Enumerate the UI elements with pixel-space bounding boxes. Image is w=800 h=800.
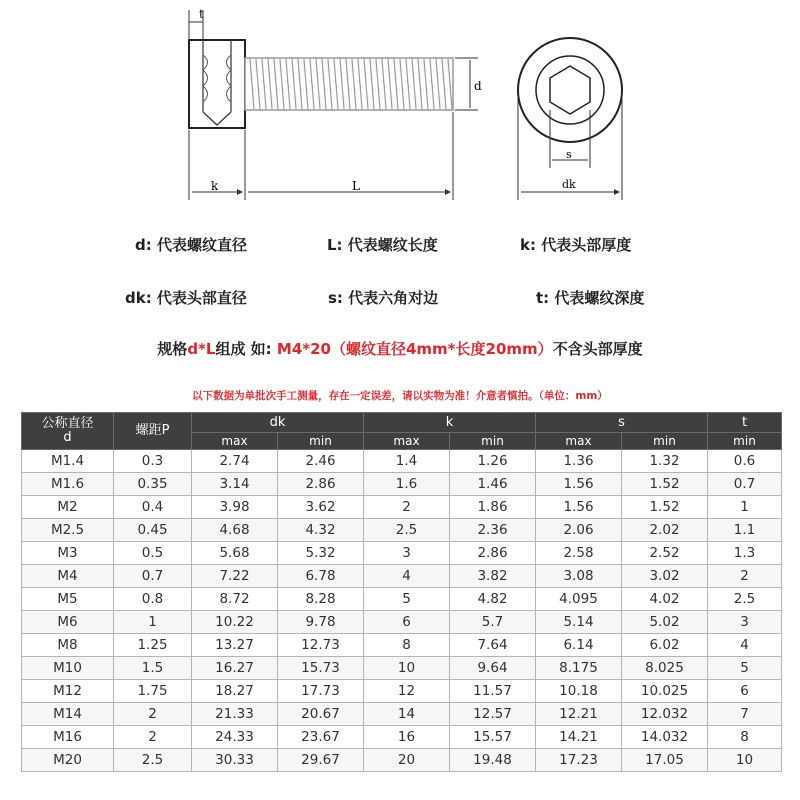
table-body (22, 450, 782, 772)
table-cell: 6.14 (536, 634, 622, 657)
table-cell: 7.64 (450, 634, 536, 657)
table-row (22, 496, 782, 519)
table-cell: 1.75 (114, 680, 192, 703)
table-cell: 1.36 (536, 450, 622, 473)
legend-t: t: 代表螺纹深度 (536, 289, 645, 307)
table-row (22, 749, 782, 772)
table-cell: 12 (364, 680, 450, 703)
table-cell: M8 (22, 634, 114, 657)
table-cell: 8 (708, 726, 782, 749)
header-k: k (364, 413, 536, 433)
table-row (22, 450, 782, 473)
table-cell: 5.02 (622, 611, 708, 634)
table-cell: 8.28 (278, 588, 364, 611)
table-cell: 2 (114, 726, 192, 749)
table-cell: 2.36 (450, 519, 536, 542)
label-t: t (199, 7, 204, 21)
table-cell: 1.5 (114, 657, 192, 680)
table-cell: 1.32 (622, 450, 708, 473)
table-cell: 2.02 (622, 519, 708, 542)
table-cell: 6.78 (278, 565, 364, 588)
table-cell: 0.3 (114, 450, 192, 473)
table-cell: 4.02 (622, 588, 708, 611)
table-cell: 12.57 (450, 703, 536, 726)
table-cell: 0.5 (114, 542, 192, 565)
table-cell: 3.82 (450, 565, 536, 588)
label-dk: dk (562, 178, 576, 191)
table-cell: 5.14 (536, 611, 622, 634)
table-cell: 1.56 (536, 496, 622, 519)
legend-s: s: 代表六角对边 (328, 289, 439, 307)
table-cell: 24.33 (192, 726, 278, 749)
screw-end-view (518, 38, 622, 142)
table-row (22, 542, 782, 565)
table-cell: 19.48 (450, 749, 536, 772)
measurement-note: 以下数据为单批次手工测量，存在一定误差，请以实物为准！介意者慎拍。（单位：mm） (192, 390, 608, 402)
table-cell: 6.02 (622, 634, 708, 657)
table-cell: 6 (364, 611, 450, 634)
table-row (22, 634, 782, 657)
table-row (22, 611, 782, 634)
table-cell: 1.4 (364, 450, 450, 473)
table-cell: 1.6 (364, 473, 450, 496)
table-cell: M4 (22, 565, 114, 588)
table-cell: 2.5 (364, 519, 450, 542)
header-s: s (536, 413, 708, 433)
table-cell: 5.68 (192, 542, 278, 565)
table-row (22, 680, 782, 703)
table-cell: 2.5 (708, 588, 782, 611)
table-cell: 4.82 (450, 588, 536, 611)
table-cell: 1.52 (622, 473, 708, 496)
table-cell: 3.14 (192, 473, 278, 496)
table-cell: M3 (22, 542, 114, 565)
table-cell: 2 (708, 565, 782, 588)
table-cell: 14.032 (622, 726, 708, 749)
table-cell: 0.8 (114, 588, 192, 611)
table-cell: 10.025 (622, 680, 708, 703)
table-cell: 15.57 (450, 726, 536, 749)
header-k-max: max (364, 433, 450, 450)
spec-middle: 组成 如: (215, 340, 277, 358)
table-cell: 5.7 (450, 611, 536, 634)
table-cell: 4.68 (192, 519, 278, 542)
legend-k: k: 代表头部厚度 (520, 236, 632, 254)
table-cell: M12 (22, 680, 114, 703)
table-cell: 1.3 (708, 542, 782, 565)
table-cell: 12.73 (278, 634, 364, 657)
legend-d: d: 代表螺纹直径 (135, 236, 247, 254)
table-cell: 18.27 (192, 680, 278, 703)
table-cell: 20 (364, 749, 450, 772)
table-cell: 0.45 (114, 519, 192, 542)
table-cell: 1.25 (114, 634, 192, 657)
legend-dk: dk: 代表头部直径 (125, 289, 247, 307)
table-cell: 4 (364, 565, 450, 588)
table-cell: 16 (364, 726, 450, 749)
table-cell: M2.5 (22, 519, 114, 542)
table-cell: 2.74 (192, 450, 278, 473)
table-cell: 6 (708, 680, 782, 703)
table-cell: 17.73 (278, 680, 364, 703)
header-nominal-diameter: 公称直径 d (22, 413, 114, 450)
header-k-min: min (450, 433, 536, 450)
table-cell: 1.26 (450, 450, 536, 473)
header-s-min: min (622, 433, 708, 450)
legend-L: L: 代表螺纹长度 (327, 236, 438, 254)
table-cell: 13.27 (192, 634, 278, 657)
table-cell: 14.21 (536, 726, 622, 749)
header-s-max: max (536, 433, 622, 450)
table-cell: 2 (364, 496, 450, 519)
screw-thread (245, 58, 453, 110)
table-cell: M2 (22, 496, 114, 519)
table-cell: 21.33 (192, 703, 278, 726)
table-cell: 4 (708, 634, 782, 657)
table-cell: 9.64 (450, 657, 536, 680)
table-row (22, 726, 782, 749)
table-cell: 1.86 (450, 496, 536, 519)
table-cell: 2.52 (622, 542, 708, 565)
table-cell: 23.67 (278, 726, 364, 749)
table-cell: 2.5 (114, 749, 192, 772)
table-cell: 0.7 (708, 473, 782, 496)
table-cell: 2.06 (536, 519, 622, 542)
header-dk-min: min (278, 433, 364, 450)
table-cell: 1.52 (622, 496, 708, 519)
spec-table (21, 412, 782, 772)
table-cell: 7.22 (192, 565, 278, 588)
label-L: L (352, 179, 360, 193)
spec-example: M4*20（螺纹直径4mm*长度20mm） (276, 340, 553, 358)
table-cell: M5 (22, 588, 114, 611)
table-header-top (22, 413, 782, 433)
table-cell: 5 (364, 588, 450, 611)
table-cell: 10.22 (192, 611, 278, 634)
table-cell: 15.73 (278, 657, 364, 680)
table-cell: 3.02 (622, 565, 708, 588)
table-cell: 8 (364, 634, 450, 657)
table-cell: M6 (22, 611, 114, 634)
table-row (22, 588, 782, 611)
label-d: d (474, 79, 482, 93)
table-cell: 20.67 (278, 703, 364, 726)
table-cell: 0.35 (114, 473, 192, 496)
label-s: s (566, 148, 572, 161)
table-cell: 2 (114, 703, 192, 726)
table-cell: 2.46 (278, 450, 364, 473)
table-cell: 12.21 (536, 703, 622, 726)
spec-dl: d*L (187, 340, 216, 358)
spec-line (0, 338, 800, 359)
table-cell: 16.27 (192, 657, 278, 680)
spec-prefix: 规格 (157, 340, 188, 358)
table-cell: 0.6 (708, 450, 782, 473)
table-cell: 3.98 (192, 496, 278, 519)
table-cell: 10 (364, 657, 450, 680)
table-cell: 1.46 (450, 473, 536, 496)
header-pitch: 螺距P (114, 413, 192, 450)
header-t: t (708, 413, 782, 433)
table-cell: 2.58 (536, 542, 622, 565)
table-cell: 7 (708, 703, 782, 726)
table-cell: 0.4 (114, 496, 192, 519)
table-cell: 8.025 (622, 657, 708, 680)
table-cell: 8.72 (192, 588, 278, 611)
table-cell: 2.86 (450, 542, 536, 565)
table-row (22, 565, 782, 588)
table-cell: 1 (708, 496, 782, 519)
table-cell: M1.6 (22, 473, 114, 496)
table-row (22, 657, 782, 680)
table-cell: 3 (708, 611, 782, 634)
header-dk-max: max (192, 433, 278, 450)
table-cell: M16 (22, 726, 114, 749)
table-cell: 3.62 (278, 496, 364, 519)
table-row (22, 703, 782, 726)
table-cell: 4.32 (278, 519, 364, 542)
table-cell: 17.05 (622, 749, 708, 772)
table-cell: 5.32 (278, 542, 364, 565)
table-cell: 14 (364, 703, 450, 726)
table-cell: 30.33 (192, 749, 278, 772)
table-cell: 3 (364, 542, 450, 565)
table-cell: M1.4 (22, 450, 114, 473)
table-cell: M20 (22, 749, 114, 772)
label-k: k (211, 179, 219, 193)
table-row (22, 473, 782, 496)
table-cell: 11.57 (450, 680, 536, 703)
table-cell: 9.78 (278, 611, 364, 634)
table-cell: M10 (22, 657, 114, 680)
table-cell: 8.175 (536, 657, 622, 680)
screw-diagram (0, 0, 800, 215)
header-t-min: min (708, 433, 782, 450)
table-cell: 12.032 (622, 703, 708, 726)
table-cell: 3.08 (536, 565, 622, 588)
table-cell: M14 (22, 703, 114, 726)
table-cell: 17.23 (536, 749, 622, 772)
table-row (22, 519, 782, 542)
spec-suffix: 不含头部厚度 (552, 340, 643, 358)
table-cell: 29.67 (278, 749, 364, 772)
table-cell: 4.095 (536, 588, 622, 611)
screw-head (189, 40, 245, 128)
table-cell: 5 (708, 657, 782, 680)
table-cell: 10 (708, 749, 782, 772)
table-cell: 1.56 (536, 473, 622, 496)
table-cell: 10.18 (536, 680, 622, 703)
table-cell: 0.7 (114, 565, 192, 588)
table-cell: 2.86 (278, 473, 364, 496)
header-dk: dk (192, 413, 364, 433)
table-cell: 1 (114, 611, 192, 634)
table-cell: 1.1 (708, 519, 782, 542)
